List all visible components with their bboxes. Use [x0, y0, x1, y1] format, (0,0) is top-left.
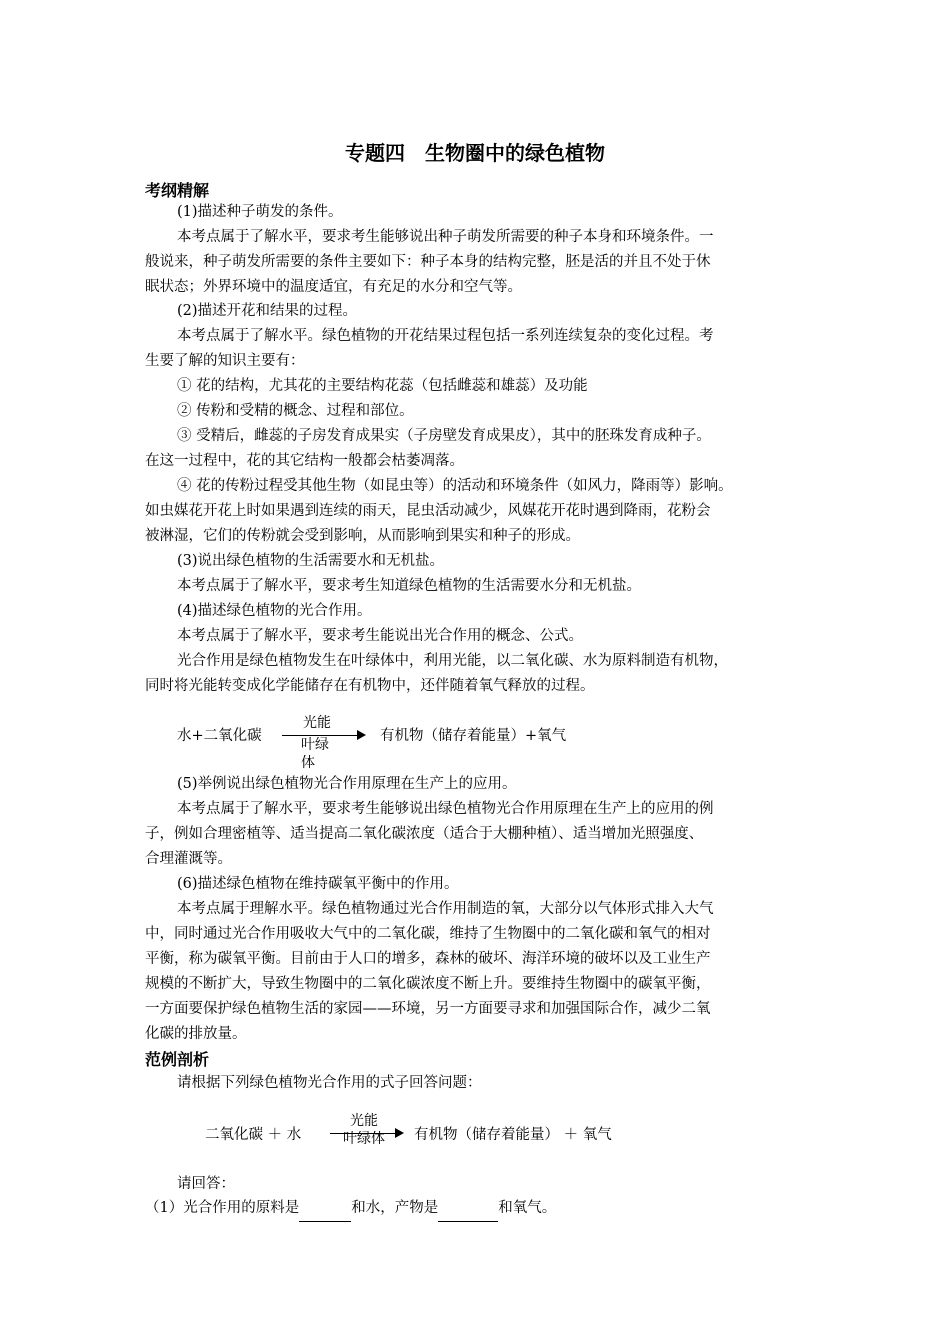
paragraph-line: ① 花的结构，尤其花的主要结构花蕊（包括雌蕊和雄蕊）及功能: [177, 378, 588, 394]
paragraph-line: 规模的不断扩大，导致生物圈中的二氧化碳浓度不断上升。要维持生物圈中的碳氧平衡，: [145, 976, 711, 992]
equation-products: 有机物（储存着能量） ＋ 氧气: [414, 1127, 612, 1143]
equation-products: 有机物（储存着能量）+氧气: [380, 728, 567, 744]
answer-blank[interactable]: [438, 1196, 498, 1222]
paragraph-line: ② 传粉和受精的概念、过程和部位。: [177, 403, 414, 419]
paragraph-line: 本考点属于了解水平。绿色植物的开花结果过程包括一系列连续复杂的变化过程。考: [177, 328, 714, 344]
paragraph-line: (1)描述种子萌发的条件。: [177, 204, 343, 220]
paragraph-line: 眠状态；外界环境中的温度适宜，有充足的水分和空气等。: [145, 279, 522, 295]
paragraph-line: 光合作用是绿色植物发生在叶绿体中，利用光能，以二氧化碳、水为原料制造有机物，: [177, 653, 728, 669]
paragraph-line: 同时将光能转变成化学能储存在有机物中，还伴随着氧气释放的过程。: [145, 678, 595, 694]
paragraph-line: (2)描述开花和结果的过程。: [177, 303, 358, 319]
paragraph-line: ④ 花的传粉过程受其他生物（如昆虫等）的活动和环境条件（如风力，降雨等）影响。: [177, 478, 733, 494]
paragraph-line: 本考点属于了解水平，要求考生能说出光合作用的概念、公式。: [177, 628, 583, 644]
paragraph-line: 请回答：: [177, 1176, 235, 1192]
paragraph-line: 本考点属于了解水平，要求考生能够说出种子萌发所需要的种子本身和环境条件。一: [177, 229, 714, 245]
paragraph-line: 中，同时通过光合作用吸收大气中的二氧化碳，维持了生物圈中的二氧化碳和氧气的相对: [145, 926, 711, 942]
paragraph-line: 子，例如合理密植等、适当提高二氧化碳浓度（适合于大棚种植）、适当增加光照强度、: [145, 826, 704, 842]
paragraph-line: 本考点属于理解水平。绿色植物通过光合作用制造的氧，大部分以气体形式排入大气: [177, 901, 714, 917]
paragraph-line: 被淋湿，它们的传粉就会受到影响，从而影响到果实和种子的形成。: [145, 528, 580, 544]
question-text: 和水，产物是: [351, 1200, 439, 1216]
paragraph-line: 合理灌溉等。: [145, 851, 232, 867]
paragraph-line: (4)描述绿色植物的光合作用。: [177, 603, 372, 619]
section-heading-syllabus: 考纲精解: [145, 181, 210, 200]
equation-reactants: 水+二氧化碳: [177, 728, 262, 744]
paragraph-line: (3)说出绿色植物的生活需要水和无机盐。: [177, 553, 445, 569]
paragraph-line: 请根据下列绿色植物光合作用的式子回答问题：: [177, 1075, 482, 1091]
equation-condition-top: 光能: [303, 715, 331, 731]
section-heading-examples: 范例剖析: [145, 1050, 210, 1069]
paragraph-line: 般说来，种子萌发所需要的条件主要如下：种子本身的结构完整，胚是活的并且不处于休: [145, 254, 711, 270]
equation-condition-bottom: 叶绿: [301, 737, 329, 753]
paragraph-line: 本考点属于了解水平，要求考生能够说出绿色植物光合作用原理在生产上的应用的例: [177, 801, 714, 817]
question-text: （1）光合作用的原料是: [145, 1200, 300, 1216]
equation-condition-top: 光能: [350, 1113, 378, 1129]
paragraph-line: 本考点属于了解水平，要求考生知道绿色植物的生活需要水分和无机盐。: [177, 578, 641, 594]
equation-condition-bottom: 体: [301, 755, 315, 771]
answer-blank[interactable]: [299, 1196, 351, 1222]
equation-reactants: 二氧化碳 ＋ 水: [205, 1127, 302, 1143]
paragraph-line: 生要了解的知识主要有：: [145, 353, 305, 369]
question-1: [145, 1196, 825, 1222]
paragraph-line: 化碳的排放量。: [145, 1026, 247, 1042]
question-text: 和氧气。: [498, 1200, 557, 1216]
paragraph-line: (5)举例说出绿色植物光合作用原理在生产上的应用。: [177, 776, 517, 792]
paragraph-line: ③ 受精后，雌蕊的子房发育成果实（子房壁发育成果皮），其中的胚珠发育成种子。: [177, 428, 711, 444]
reaction-arrow-head: [357, 730, 366, 740]
reaction-arrow-head: [395, 1128, 404, 1138]
page-title: 专题四 生物圈中的绿色植物: [345, 141, 605, 165]
paragraph-line: 如虫媒花开花上时如果遇到连续的雨天，昆虫活动减少，风媒花开花时遇到降雨，花粉会: [145, 503, 711, 519]
paragraph-line: (6)描述绿色植物在维持碳氧平衡中的作用。: [177, 876, 459, 892]
equation-condition-bottom: 叶绿体: [343, 1131, 385, 1147]
paragraph-line: 平衡，称为碳氧平衡。目前由于人口的增多，森林的破坏、海洋环境的破坏以及工业生产: [145, 951, 711, 967]
paragraph-line: 在这一过程中，花的其它结构一般都会枯萎凋落。: [145, 453, 464, 469]
paragraph-line: 一方面要保护绿色植物生活的家园——环境，另一方面要寻求和加强国际合作，减少二氧: [145, 1001, 711, 1017]
